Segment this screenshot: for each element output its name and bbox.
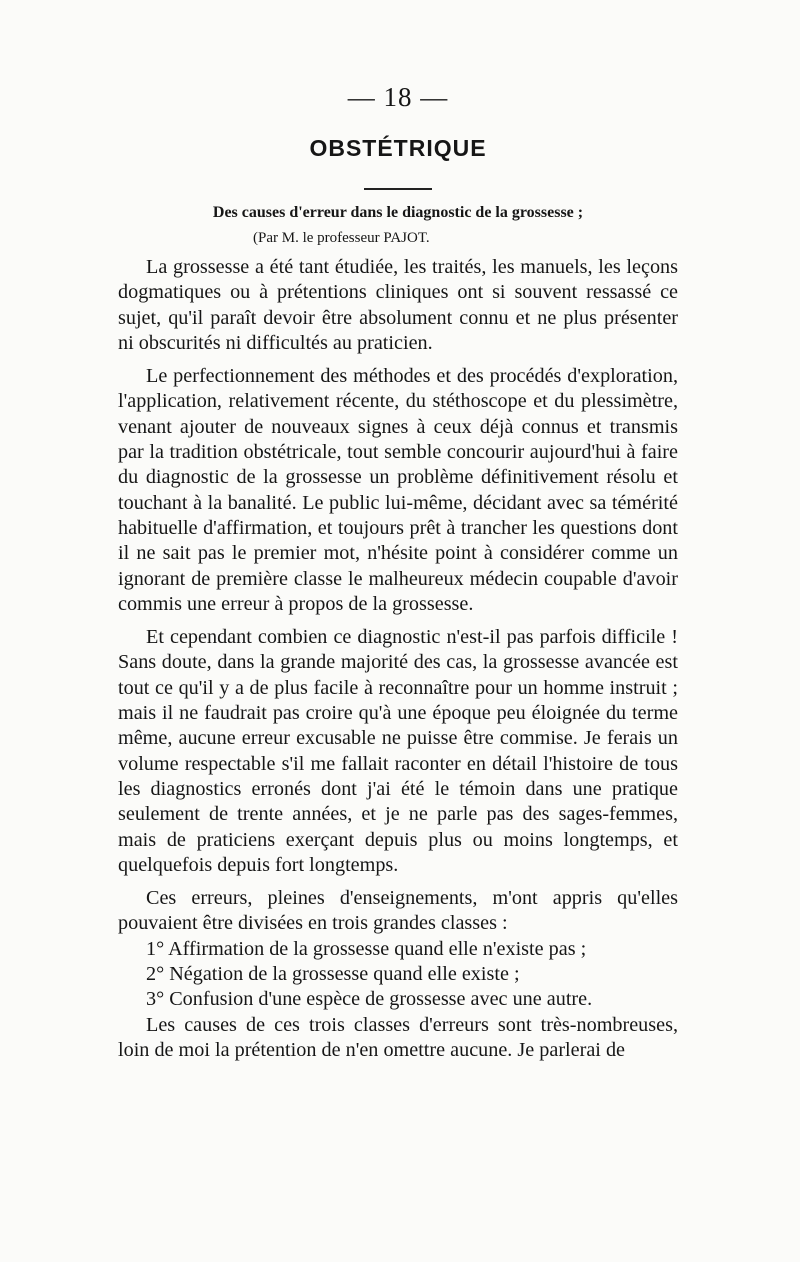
paragraph: La grossesse a été tant étudiée, les traités, les manuels, les leçons dogmatiques ou à prétentions cliniques ont si souvent ressassé ce sujet, qu'il paraît devoir être absolument connu et ne plus présenter ni obscurités ni difficultés au praticien. — [118, 256, 678, 354]
list-item: 2° Négation de la grossesse quand elle existe ; — [146, 963, 520, 986]
title-rule — [364, 188, 432, 190]
paragraph: Et cependant combien ce diagnostic n'est-il pas parfois difficile ! Sans doute, dans la grande majorité des cas, la grossesse avancée est tout ce qu'il y a de plus facile à reconnaître pour un homme instruit ; mais il ne faudrait pas croire qu'à une époque peu éloignée du terme même, aucune erreur excusable ne puisse être commise. Je ferais un volume respectable s'il me fallait raconter en détail l'histoire de tous les diagnostics erronés dont j'ai été le témoin dans une pratique seulement de trente années, et je ne parle pas des sages-femmes, mais de praticiens exerçant depuis plus ou moins longtemps, et quelquefois depuis fort longtemps. — [118, 626, 678, 876]
article-body — [118, 255, 678, 1063]
paragraph: Ces erreurs, pleines d'enseignements, m'ont appris qu'elles pouvaient être divisées en trois grandes classes : — [118, 887, 678, 935]
section-title: OBSTÉTRIQUE — [309, 135, 487, 161]
page-number: — 18 — — [347, 82, 449, 112]
classification-list — [118, 937, 678, 1013]
closing-paragraph: Les causes de ces trois classes d'erreurs sont très-nombreuses, loin de moi la prétention de n'en omettre aucune. Je parlerai de — [118, 1013, 678, 1061]
byline: (Par M. le professeur PAJOT. — [253, 230, 430, 246]
book-page — [118, 82, 678, 1063]
list-item: 3° Confusion d'une espèce de grossesse avec une autre. — [146, 988, 593, 1011]
list-item: 1° Affirmation de la grossesse quand elle n'existe pas ; — [146, 937, 587, 960]
paragraph: Le perfectionnement des méthodes et des procédés d'exploration, l'application, relativement récente, du stéthoscope et du plessimètre, venant ajouter de nouveaux signes à ceux déjà connus et transmis par la tradition obstétricale, tout semble concourir aujourd'hui à faire du diagnostic de la grossesse un problème définitivement résolu et touchant à la banalité. Le public lui-même, décidant avec sa témérité habituelle d'affirmation, et toujours prêt à trancher les questions dont il ne sait pas le premier mot, n'hésite point à considérer comme un ignorant de première classe le malheureux médecin coupable d'avoir commis une erreur à propos de la grossesse. — [118, 365, 678, 615]
article-title: Des causes d'erreur dans le diagnostic de la grossesse ; — [212, 204, 584, 221]
